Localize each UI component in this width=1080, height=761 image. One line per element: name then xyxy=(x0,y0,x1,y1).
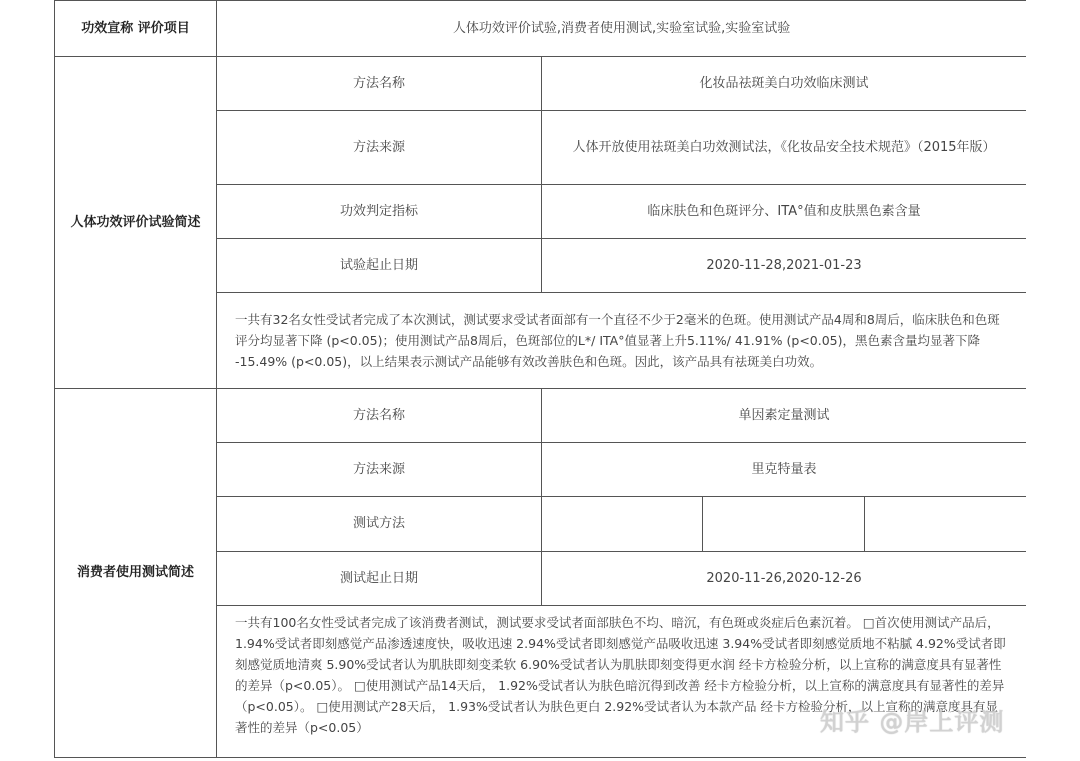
test-method-cell-2 xyxy=(703,497,865,552)
row-value: 临床肤色和色斑评分、ITA°值和皮肤黑色素含量 xyxy=(542,185,1027,239)
row-value: 里克特量表 xyxy=(542,443,1027,497)
consumer-test-summary: 一共有100名女性受试者完成了该消费者测试，测试要求受试者面部肤色不均、暗沉，有色斑或炎症后色素沉着。 □首次使用测试产品后， 1.94%受试者即刻感觉产品渗透速度快，吸收迅速 2.94%受试者即刻感觉产品吸收迅速 3.94%受试者即刻感觉质地不粘腻 4.92%受试者即刻感觉质地清爽 5.90%受试者认为肌肤即刻变柔软 6.90%受试者认为肌肤即刻变得更水润 经卡方检验分析，以上宣称的满意度具有显著性的差异（p<0.05）。 □使用测试产品14天后， 1.92%受试者认为肤色暗沉得到改善 经卡方检验分析，以上宣称的满意度具有显著性的差异（p<0.05）。 □使用测试产28天后， 1.93%受试者认为肤色更白 2.92%受试者认为本款产品 经卡方检验分析，以上宣称的满意度具有显著性的差异（p<0.05） xyxy=(217,606,1027,758)
row-label: 方法来源 xyxy=(217,111,542,185)
consumer-test-row xyxy=(55,389,1027,443)
row-value: 2020-11-26,2020-12-26 xyxy=(542,552,1027,606)
row-value: 单因素定量测试 xyxy=(542,389,1027,443)
row-value: 人体开放使用祛斑美白功效测试法，《化妆品安全技术规范》（2015年版） xyxy=(542,111,1027,185)
row-label: 方法名称 xyxy=(217,57,542,111)
row-label: 方法名称 xyxy=(217,389,542,443)
row-label: 试验起止日期 xyxy=(217,239,542,293)
human-trial-row xyxy=(55,57,1027,111)
human-trial-section-label: 人体功效评价试验简述 xyxy=(55,57,217,389)
test-method-cell-3 xyxy=(865,497,1027,552)
row-label: 功效判定指标 xyxy=(217,185,542,239)
header-value: 人体功效评价试验,消费者使用测试,实验室试验,实验室试验 xyxy=(217,1,1027,57)
consumer-test-section-label: 消费者使用测试简述 xyxy=(55,389,217,758)
zhihu-watermark: 知乎 @岸上评测 xyxy=(820,708,1005,736)
row-value: 2020-11-28,2021-01-23 xyxy=(542,239,1027,293)
human-trial-summary: 一共有32名女性受试者完成了本次测试，测试要求受试者面部有一个直径不少于2毫米的色斑。使用测试产品4周和8周后，临床肤色和色斑评分均显著下降 (p<0.05)；使用测试产品8周后，色斑部位的L*/ ITA°值显著上升5.11%/ 41.91% (p<0.05)，黑色素含量均显著下降 -15.49% (p<0.05)，以上结果表示测试产品能够有效改善肤色和色斑。因此，该产品具有祛斑美白功效。 xyxy=(217,293,1027,389)
test-method-cell-1 xyxy=(542,497,703,552)
efficacy-table xyxy=(54,0,1026,758)
efficacy-report-sheet xyxy=(54,0,1026,761)
row-label: 测试起止日期 xyxy=(217,552,542,606)
row-label: 方法来源 xyxy=(217,443,542,497)
row-value: 化妆品祛斑美白功效临床测试 xyxy=(542,57,1027,111)
row-label: 测试方法 xyxy=(217,497,542,552)
header-row xyxy=(55,1,1027,57)
header-label: 功效宣称 评价项目 xyxy=(55,1,217,57)
